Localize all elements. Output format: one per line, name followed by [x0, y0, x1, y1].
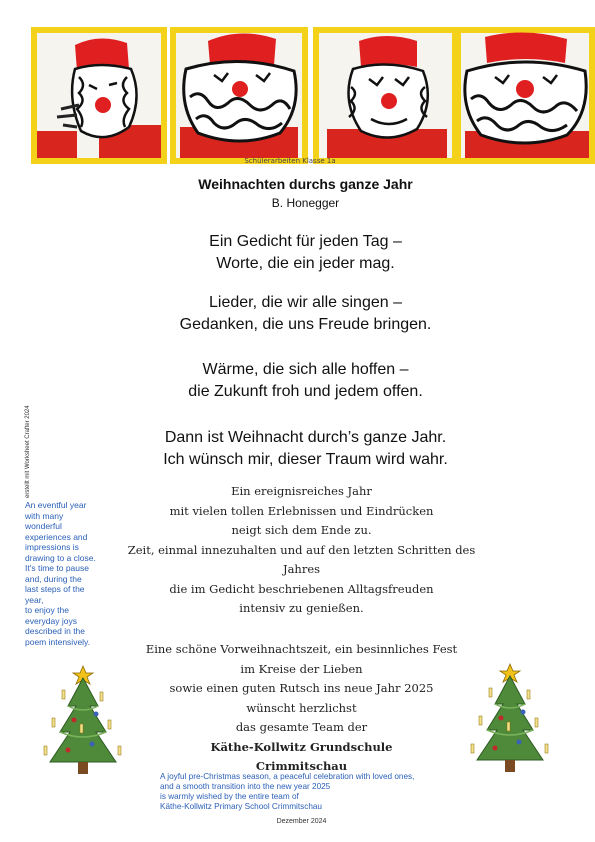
message-line: wünscht herzlichst — [246, 700, 357, 715]
message-line: Jahres — [282, 562, 321, 576]
poem-line: die Zukunft froh und jedem offen. — [188, 383, 423, 400]
poem-line: Gedanken, die uns Freude bringen. — [179, 316, 432, 333]
christmas-tree-icon — [465, 660, 555, 780]
christmas-tree-icon — [38, 662, 128, 782]
message-line: die im Gedicht beschriebenen Alltagsfreuden — [169, 581, 434, 596]
side-note-line: impressions is — [25, 542, 79, 552]
poem-line: Ein Gedicht für jeden Tag – — [209, 233, 402, 250]
translation-note — [160, 772, 490, 812]
side-note-line: drawing to a close. — [25, 552, 96, 563]
santa-drawing-icon — [170, 27, 308, 164]
poem-stanza-2 — [0, 292, 595, 336]
side-note-line: everyday joys — [25, 615, 77, 626]
poem-line: Wärme, die sich alle hoffen – — [202, 361, 409, 378]
side-note-line: It's time to pause — [25, 563, 89, 573]
school-town: Crimmitschau — [255, 759, 348, 773]
message-line: intensiv zu genießen. — [239, 601, 364, 615]
poem-line: Ich wünsch mir, dieser Traum wird wahr. — [163, 451, 448, 468]
translation-line: is warmly wished by the entire team of — [160, 792, 299, 801]
santa-drawing-icon — [31, 27, 167, 164]
artwork-caption: Schülerarbeiten Klasse 1a — [244, 157, 336, 165]
santa-drawing-1 — [31, 27, 167, 164]
translation-line: A joyful pre-Christmas season, a peaceful celebration with loved ones, — [160, 772, 415, 781]
poem-title: Weihnachten durchs ganze Jahr — [198, 176, 413, 192]
poem-line: Worte, die ein jeder mag. — [216, 255, 395, 272]
side-note-line: An eventful year — [25, 500, 87, 510]
translation-line: Käthe-Kollwitz Primary School Crimmitschau — [160, 802, 322, 811]
side-note-line: wonderful — [25, 521, 62, 531]
christmas-tree-right — [465, 660, 555, 780]
poem-stanza-1 — [0, 231, 595, 275]
message-line: Eine schöne Vorweihnachtszeit, ein besinnliches Fest — [145, 642, 458, 656]
poem-line: Dann ist Weihnacht durch’s ganze Jahr. — [164, 429, 447, 446]
side-note-line: year, — [25, 594, 44, 605]
side-note-line: with many — [25, 510, 64, 521]
message-paragraph-1 — [0, 482, 595, 619]
santa-drawing-icon — [313, 27, 458, 164]
santa-drawing-3 — [313, 27, 458, 164]
side-note-line: experiences and — [25, 531, 88, 542]
side-note-line: described in the — [25, 626, 86, 636]
poem-line: Lieder, die wir alle singen – — [208, 294, 402, 311]
message-line: Ein ereignisreiches Jahr — [231, 484, 372, 498]
date: Dezember 2024 — [276, 818, 327, 825]
santa-drawing-4 — [455, 27, 595, 164]
christmas-tree-left — [38, 662, 128, 782]
side-note-line: poem intensively. — [25, 636, 91, 647]
side-credit-text: erstellt mit Worksheet Crafter 2024 — [25, 405, 31, 498]
side-note-line: to enjoy the — [25, 605, 69, 615]
translation-line: and a smooth transition into the new year 2025 — [160, 782, 331, 791]
message-line: das gesamte Team der — [235, 720, 368, 734]
message-line: Zeit, einmal innezuhalten und auf den letzten Schritten des — [127, 542, 476, 557]
santa-drawing-icon — [455, 27, 595, 164]
message-line: neigt sich dem Ende zu. — [231, 523, 372, 537]
side-note-line: and, during the — [25, 573, 82, 584]
side-note-line: last steps of the — [25, 584, 85, 594]
santa-drawing-2 — [170, 27, 308, 164]
side-credit — [25, 378, 37, 498]
poem-stanza-3 — [0, 359, 595, 403]
message-line: sowie einen guten Rutsch ins neue Jahr 2025 — [169, 681, 434, 695]
message-line: mit vielen tollen Erlebnissen und Eindrücken — [169, 503, 434, 518]
message-line: im Kreise der Lieben — [240, 661, 363, 676]
poem-author: B. Honegger — [271, 196, 340, 210]
school-name: Käthe-Kollwitz Grundschule — [210, 739, 393, 754]
poem-stanza-4 — [0, 427, 595, 471]
